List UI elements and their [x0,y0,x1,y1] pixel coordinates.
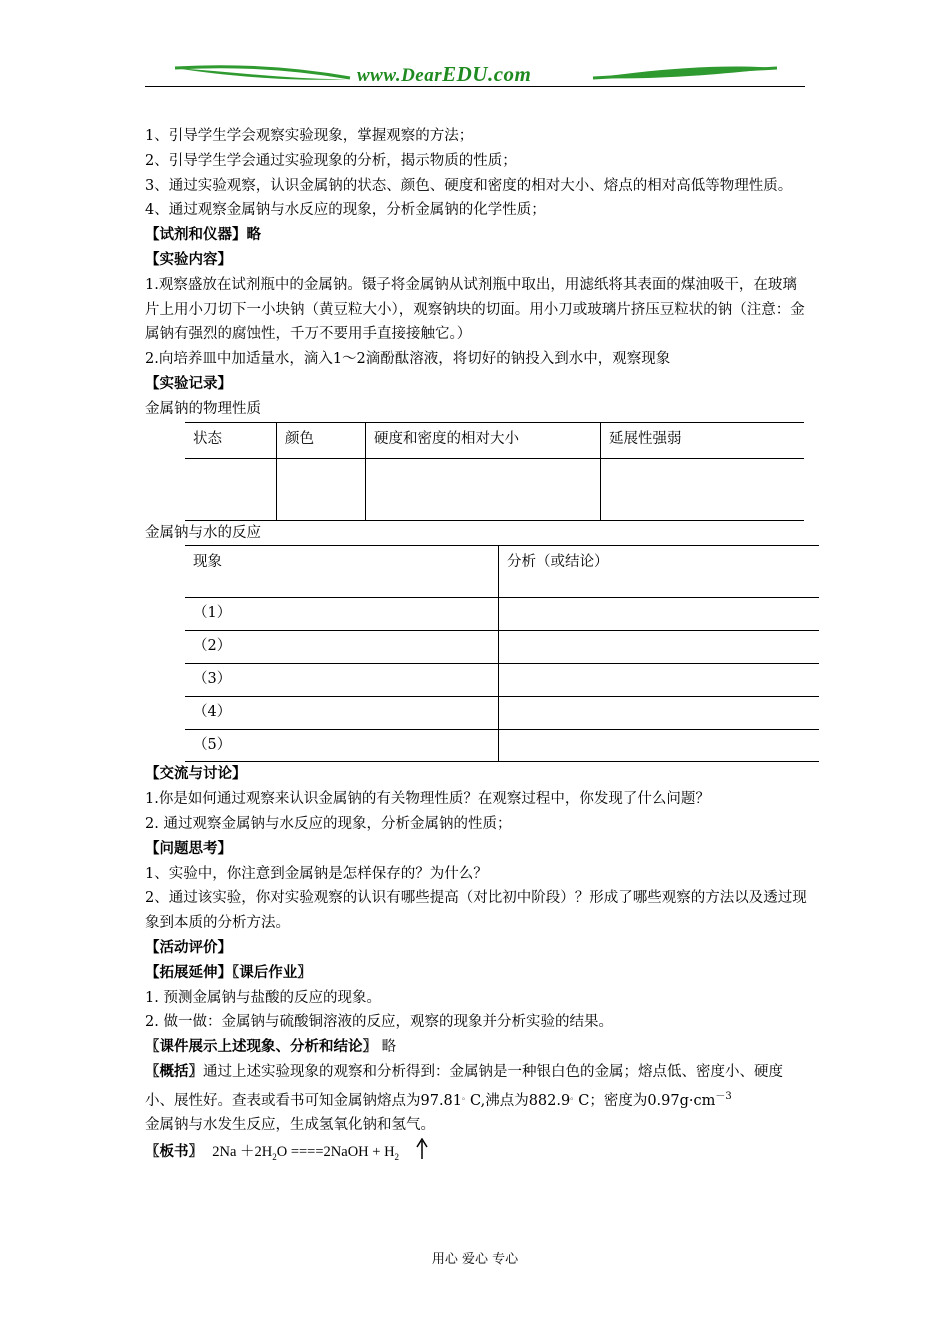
reaction-table [185,545,819,762]
objective-3: 3、通过实验观察，认识金属钠的状态、颜色、硬度和密度的相对大小、熔点的相对高低等物理性质。 [145,177,793,194]
courseware-section: 〖课件展示上述现象、分析和结论〗 略 [145,1038,397,1056]
cell-state [185,458,277,520]
header-analysis: 分析（或结论） [499,546,820,598]
content-heading: 【实验内容】 [145,250,232,268]
reaction-row-label: （4） [185,696,499,729]
header-state: 状态 [185,422,277,458]
reaction-equation: $2Na +2H_2O$ ====2NaOH + $H_2$ [212,1144,400,1163]
thinking-item-2: 2、通过该实验，你对实验观察的认识有哪些提高（对比初中阶段）？形成了哪些观察的方法以及透过现象到本质的分析方法。 [145,890,807,932]
reaction-row-label: （5） [185,729,499,762]
extension-item-1: 1. 预测金属钠与盐酸的反应的现象。 [145,989,381,1006]
board-section: 〖板书〗 $2Na +2H_2O$ ====2NaOH + $H_2$ [145,1138,811,1170]
reaction-row-cell [499,729,820,762]
reaction-row-cell [499,663,820,696]
header-hardness-density: 硬度和密度的相对大小 [366,422,601,458]
discussion-item-1: 1.你是如何通过观察来认识金属钠的有关物理性质？在观察过程中，你发现了什么问题？ [145,791,710,808]
header-ductility: 延展性强弱 [601,422,805,458]
content-step-1: 1.观察盛放在试剂瓶中的金属钠。镊子将金属钠从试剂瓶中取出，用滤纸将其表面的煤油吸干，在玻璃片上用小刀切下一小块钠（黄豆粒大小），观察钠块的切面。用小刀或玻璃片挤压豆粒状的钠（注意：金属钠有强烈的腐蚀性，千万不要用手直接接触它。） [145,276,805,343]
summary-paragraph: 〖概括〗通过上述实验现象的观察和分析得到：金属钠是一种银白色的金属；熔点低、密度小、硬度小、展性好。查表或看书可知金属钠熔点为97.81。C,沸点为882.9。C；密度为$0.97g\cdot cm^{-3}$ 金属钠与水发生反应，生成氢氧化钠和氢气。 [145,1062,783,1134]
reaction-row-label: （1） [185,598,499,631]
objective-4: 4、通过观察金属钠与水反应的现象，分析金属钠的化学性质； [145,202,546,219]
objective-1: 1、引导学生学会观察实验现象，掌握观察的方法； [145,128,474,144]
physical-caption: 金属钠的物理性质 [145,400,261,417]
site-logo: www.DearEDU.com [357,62,532,86]
objective-2: 2、引导学生学会通过实验现象的分析，揭示物质的性质； [145,152,517,169]
evaluation-heading: 【活动评价】 [145,938,232,956]
extension-item-2: 2. 做一做：金属钠与硫酸铜溶液的反应，观察的现象并分析实验的结果。 [145,1014,613,1031]
cell-color [277,458,366,520]
header-phenomenon: 现象 [185,546,499,598]
header-rule [145,86,805,87]
thinking-item-1: 1、实验中，你注意到金属钠是怎样保存的？为什么？ [145,865,488,882]
content-step-2: 2.向培养皿中加适量水，滴入1～2滴酚酞溶液，将切好的钠投入到水中，观察现象 [145,351,671,368]
reaction-row-cell [499,696,820,729]
document-body [145,124,811,1170]
cell-ductility [601,458,805,520]
extension-heading: 【拓展延伸】〖课后作业〗 [145,963,312,981]
thinking-heading: 【问题思考】 [145,839,232,857]
physical-properties-table [185,422,804,521]
discussion-item-2: 2. 通过观察金属钠与水反应的现象，分析金属钠的性质； [145,815,512,832]
reaction-row-cell [499,598,820,631]
page-footer: 用心 爱心 专心 [431,1252,519,1267]
reaction-caption: 金属钠与水的反应 [145,524,261,541]
reagents-section: 【试剂和仪器】略 [145,226,261,244]
gas-up-arrow-icon [415,1138,429,1158]
reaction-row-cell [499,631,820,664]
record-heading: 【实验记录】 [145,374,232,392]
cell-hardness-density [366,458,601,520]
reaction-row-label: （3） [185,663,499,696]
discussion-heading: 【交流与讨论】 [145,765,247,783]
page-header [145,60,805,90]
header-color: 颜色 [277,422,366,458]
reaction-row-label: （2） [185,631,499,664]
